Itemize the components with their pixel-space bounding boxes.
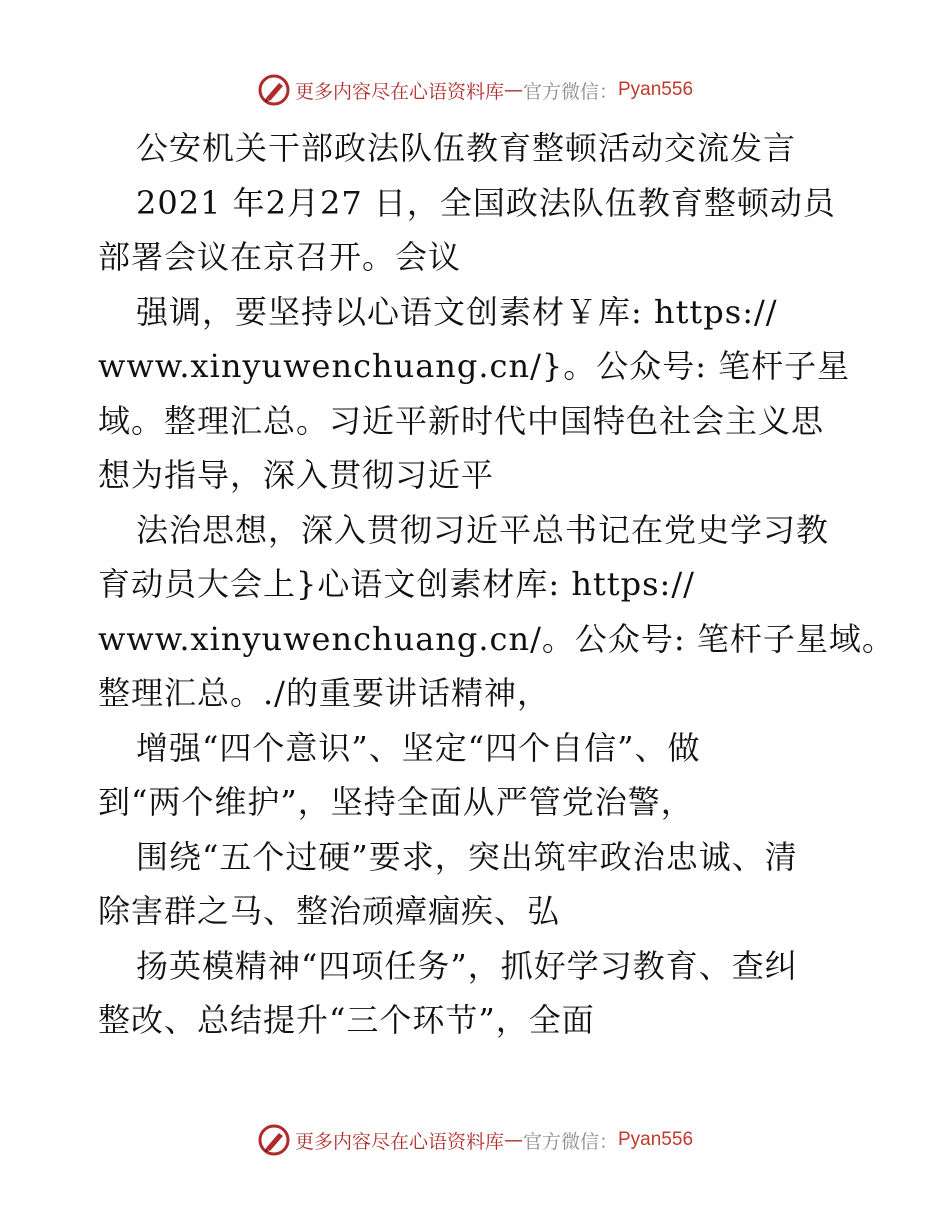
text-line: 域。整理汇总。习近平新时代中国特色社会主义思	[98, 401, 825, 440]
banner-wechat-id: Pyan556	[618, 79, 694, 100]
text-line: 想为指导，深入贯彻习近平	[98, 456, 495, 494]
text-line: 整改、总结提升“三个环节”，全面	[98, 1001, 595, 1039]
banner-dash: —	[503, 1129, 523, 1151]
pen-logo-icon	[257, 1123, 291, 1157]
text-line: 围绕“五个过硬”要求，突出筑牢政治忠诚、清	[136, 837, 798, 876]
text-line: 2021 年2月27 日，全国政法队伍教育整顿动员	[136, 183, 836, 222]
text-line: 法治思想，深入贯彻习近平总书记在党史学习教	[136, 510, 830, 549]
text-line: 强调，要坚持以心语文创素材￥库: https://	[136, 292, 778, 331]
text-line: www.xinyuwenchuang.cn/}。公众号: 笔杆子星	[98, 347, 851, 385]
text-line: 扬英模精神“四项任务”，抓好学习教育、查纠	[136, 946, 798, 985]
text-line: 除害群之马、整治顽瘴痼疾、弘	[98, 892, 561, 930]
footer-watermark-banner	[0, 1120, 950, 1160]
banner-text: 更多内容尽在心语资料库	[294, 1130, 504, 1153]
header-watermark-banner	[0, 70, 950, 110]
document-body	[98, 121, 895, 1048]
text-line: 部署会议在京召开。会议	[98, 238, 462, 276]
text-line: 增强“四个意识”、坚定“四个自信”、做	[136, 728, 701, 767]
banner-text: 更多内容尽在心语资料库	[294, 80, 504, 103]
banner-wechat-label: 官方微信：	[522, 80, 618, 103]
banner-wechat-label: 官方微信：	[522, 1130, 618, 1153]
pen-logo-icon	[257, 73, 291, 107]
text-line: 育动员大会上}心语文创素材库: https://	[98, 565, 695, 603]
text-line: 整理汇总。./的重要讲话精神，	[98, 674, 550, 712]
banner-dash: —	[503, 79, 523, 101]
text-line: 到“两个维护”，坚持全面从严管党治警，	[98, 783, 694, 821]
text-line: www.xinyuwenchuang.cn/。公众号: 笔杆子星域。	[98, 619, 895, 658]
banner-wechat-id: Pyan556	[618, 1129, 694, 1150]
text-line: 公安机关干部政法队伍教育整顿活动交流发言	[136, 129, 797, 167]
